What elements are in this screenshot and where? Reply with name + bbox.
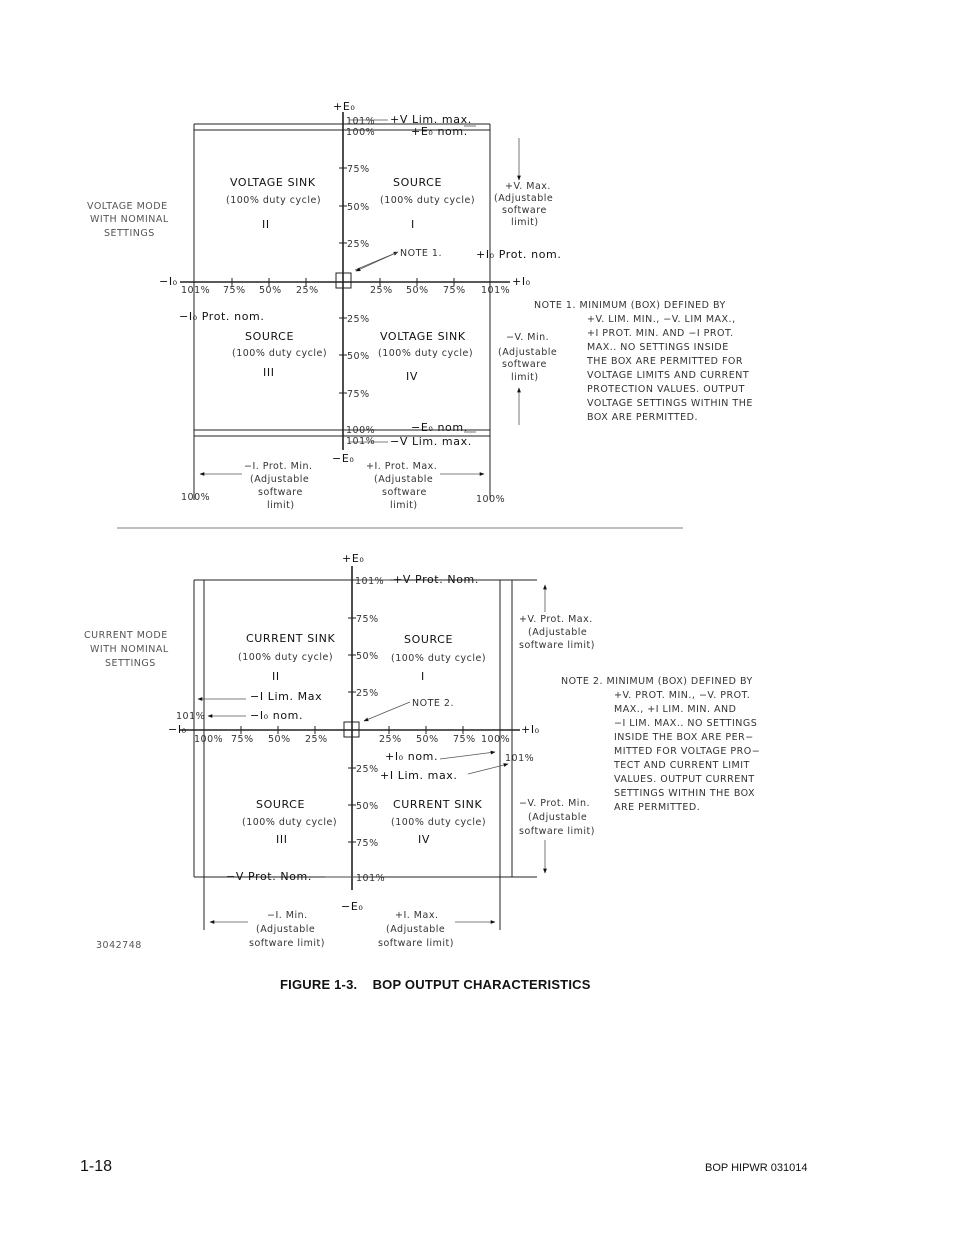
c-vpmax-3: software limit) [519, 640, 595, 651]
v-iprotmin-1: −I. Prot. Min. [244, 461, 313, 472]
c-mode-label-3: SETTINGS [105, 658, 156, 669]
v-q3-sub: (100% duty cycle) [232, 348, 328, 359]
v-note-line-8: VOLTAGE SETTINGS WITHIN THE [587, 398, 753, 409]
v-neg-e-label: −E₀ [332, 452, 355, 465]
v-xtick-left-75: 75% [223, 285, 246, 296]
c-q3-numeral: III [276, 833, 288, 846]
c-imax-3: software limit) [378, 938, 454, 949]
v-ytick-25-down: 25% [347, 314, 370, 325]
c-note-line-5: INSIDE THE BOX ARE PER− [614, 732, 754, 743]
c-v-prot-nom: +V Prot. Nom. [393, 573, 479, 586]
v-xtick-left-101: 101% [181, 285, 211, 296]
v-vmax-2: (Adjustable [494, 193, 554, 204]
c-i-nom-neg: −I₀ nom. [250, 709, 304, 722]
v-q2-numeral: II [262, 218, 270, 231]
v-q4-title: VOLTAGE SINK [380, 330, 466, 343]
c-mode-label-2: WITH NOMINAL [90, 644, 169, 655]
c-note-line-6: MITTED FOR VOLTAGE PRO− [614, 746, 761, 757]
c-pos-e-label: +E₀ [342, 552, 365, 565]
c-note-line-9: SETTINGS WITHIN THE BOX [614, 788, 756, 799]
v-vmin-3: software [502, 359, 547, 370]
drawing-number: 3042748 [96, 940, 142, 951]
c-q1-sub: (100% duty cycle) [391, 653, 487, 664]
v-ytick-75-down: 75% [347, 389, 370, 400]
c-note-line-3: MAX., +I LIM. MIN. AND [614, 704, 737, 715]
v-mode-label-2: WITH NOMINAL [90, 214, 169, 225]
c-ytick-50-up: 50% [356, 651, 379, 662]
v-bottom-101: 101% [346, 436, 376, 447]
c-imin-1: −I. Min. [267, 910, 308, 921]
v-xtick-left-50: 50% [259, 285, 282, 296]
c-q1-numeral: I [421, 670, 425, 683]
c-left-101: 101% [176, 711, 206, 722]
c-ytick-75-up: 75% [356, 614, 379, 625]
c-imax-2: (Adjustable [386, 924, 446, 935]
v-xtick-right-25: 25% [370, 285, 393, 296]
v-neg-v-lim-max: −V Lim. max. [390, 435, 472, 448]
v-q1-title: SOURCE [393, 176, 443, 189]
c-right-101: 101% [505, 753, 535, 764]
c-neg-v-prot-nom: −V Prot. Nom. [226, 870, 312, 883]
c-vpmin-1: −V. Prot. Min. [519, 798, 590, 809]
v-note-line-3: +I PROT. MIN. AND −I PROT. [587, 328, 734, 339]
c-xtick-right-50: 50% [416, 734, 439, 745]
v-note-line-5: THE BOX ARE PERMITTED FOR [587, 356, 743, 367]
c-i-lim-max-neg: −I Lim. Max [250, 690, 323, 703]
v-vmin-1: −V. Min. [506, 332, 550, 343]
v-q3-numeral: III [263, 366, 275, 379]
c-neg-e-label: −E₀ [341, 900, 364, 913]
v-iprotmax-4: limit) [390, 500, 418, 511]
v-pos-e-label: +E₀ [333, 100, 356, 113]
page-number: 1-18 [80, 1158, 113, 1175]
v-xtick-right-101: 101% [481, 285, 511, 296]
v-bottom-100: 100% [346, 425, 376, 436]
c-vpmax-1: +V. Prot. Max. [519, 614, 593, 625]
c-note-ref: NOTE 2. [412, 698, 454, 709]
c-q1-title: SOURCE [404, 633, 454, 646]
v-i-prot-neg: −I₀ Prot. nom. [179, 310, 265, 323]
c-ytick-75-down: 75% [356, 838, 379, 849]
v-mode-label-1: VOLTAGE MODE [87, 201, 168, 212]
v-neg-i-label: −I₀ [159, 275, 178, 288]
c-neg-i-label: −I₀ [168, 723, 187, 736]
c-imax-1: +I. Max. [395, 910, 439, 921]
v-note-line-2: +V. LIM. MIN., −V. LIM MAX., [587, 314, 736, 325]
v-q3-title: SOURCE [245, 330, 295, 343]
c-imin-3: software limit) [249, 938, 325, 949]
v-xtick-right-50: 50% [406, 285, 429, 296]
c-i-lim-max-pos: +I Lim. max. [380, 769, 458, 782]
c-q2-numeral: II [272, 670, 280, 683]
c-xtick-right-75: 75% [453, 734, 476, 745]
v-xtick-right-75: 75% [443, 285, 466, 296]
c-q2-sub: (100% duty cycle) [238, 652, 334, 663]
v-q4-sub: (100% duty cycle) [378, 348, 474, 359]
c-ytick-25-down: 25% [356, 764, 379, 775]
voltage-mode-diagram [87, 100, 753, 511]
c-imin-2: (Adjustable [256, 924, 316, 935]
v-ytick-75-up: 75% [347, 164, 370, 175]
figure-caption: FIGURE 1-3. BOP OUTPUT CHARACTERISTICS [280, 977, 591, 992]
c-xtick-right-25: 25% [379, 734, 402, 745]
v-q2-sub: (100% duty cycle) [226, 195, 322, 206]
v-q4-numeral: IV [406, 370, 418, 383]
v-q2-title: VOLTAGE SINK [230, 176, 316, 189]
c-note-line-10: ARE PERMITTED. [614, 802, 701, 813]
v-top-100: 100% [346, 127, 376, 138]
c-note-line-7: TECT AND CURRENT LIMIT [614, 760, 750, 771]
v-pos-i-label: +I₀ [512, 275, 531, 288]
c-q4-title: CURRENT SINK [393, 798, 483, 811]
v-bottom-pct-left: 100% [181, 492, 211, 503]
c-mode-label-1: CURRENT MODE [84, 630, 168, 641]
v-e-nom: +E₀ nom. [411, 125, 468, 138]
v-iprotmax-1: +I. Prot. Max. [366, 461, 438, 472]
c-xtick-left-25: 25% [305, 734, 328, 745]
v-ytick-25-up: 25% [347, 239, 370, 250]
c-xtick-left-100: 100% [194, 734, 224, 745]
c-q4-numeral: IV [418, 833, 430, 846]
v-iprotmax-2: (Adjustable [374, 474, 434, 485]
c-note-line-8: VALUES. OUTPUT CURRENT [614, 774, 755, 785]
v-vmax-4: limit) [511, 217, 539, 228]
v-i-prot-pos: +I₀ Prot. nom. [476, 248, 562, 261]
c-note-line-1: NOTE 2. MINIMUM (BOX) DEFINED BY [561, 676, 753, 687]
v-top-101: 101% [346, 116, 376, 127]
v-vmax-1: +V. Max. [505, 181, 551, 192]
v-note-line-4: MAX.. NO SETTINGS INSIDE [587, 342, 729, 353]
v-mode-label-3: SETTINGS [104, 228, 155, 239]
v-ytick-50-down: 50% [347, 351, 370, 362]
v-note-ref: NOTE 1. [400, 248, 442, 259]
document-id: BOP HIPWR 031014 [705, 1162, 808, 1174]
v-neg-e-nom: −E₀ nom. [411, 421, 468, 434]
v-q1-numeral: I [411, 218, 415, 231]
v-v-lim-max: +V Lim. max. [390, 113, 472, 126]
v-iprotmin-2: (Adjustable [250, 474, 310, 485]
c-vpmax-2: (Adjustable [528, 627, 588, 638]
current-mode-diagram [84, 552, 760, 949]
c-q3-sub: (100% duty cycle) [242, 817, 338, 828]
v-note-line-6: VOLTAGE LIMITS AND CURRENT [587, 370, 750, 381]
v-bottom-pct-right: 100% [476, 494, 506, 505]
v-iprotmin-3: software [258, 487, 303, 498]
c-top-101: 101% [355, 576, 385, 587]
v-xtick-left-25: 25% [296, 285, 319, 296]
c-ytick-25-up: 25% [356, 688, 379, 699]
c-xtick-left-75: 75% [231, 734, 254, 745]
c-vpmin-3: software limit) [519, 826, 595, 837]
c-q4-sub: (100% duty cycle) [391, 817, 487, 828]
c-i-nom-pos: +I₀ nom. [385, 750, 439, 763]
c-note-line-4: −I LIM. MAX.. NO SETTINGS [614, 718, 758, 729]
c-xtick-left-50: 50% [268, 734, 291, 745]
c-bottom-101: 101% [356, 873, 386, 884]
c-ytick-50-down: 50% [356, 801, 379, 812]
v-ytick-50-up: 50% [347, 202, 370, 213]
v-note-line-7: PROTECTION VALUES. OUTPUT [587, 384, 745, 395]
v-iprotmax-3: software [382, 487, 427, 498]
c-vpmin-2: (Adjustable [528, 812, 588, 823]
v-note-line-9: BOX ARE PERMITTED. [587, 412, 698, 423]
v-iprotmin-4: limit) [267, 500, 295, 511]
v-vmax-3: software [502, 205, 547, 216]
v-note-line-1: NOTE 1. MINIMUM (BOX) DEFINED BY [534, 300, 726, 311]
v-vmin-2: (Adjustable [498, 347, 558, 358]
c-pos-i-label: +I₀ [521, 723, 540, 736]
v-vmin-4: limit) [511, 372, 539, 383]
c-xtick-right-100: 100% [481, 734, 511, 745]
c-q2-title: CURRENT SINK [246, 632, 336, 645]
c-note-line-2: +V. PROT. MIN., −V. PROT. [614, 690, 751, 701]
v-q1-sub: (100% duty cycle) [380, 195, 476, 206]
c-q3-title: SOURCE [256, 798, 306, 811]
